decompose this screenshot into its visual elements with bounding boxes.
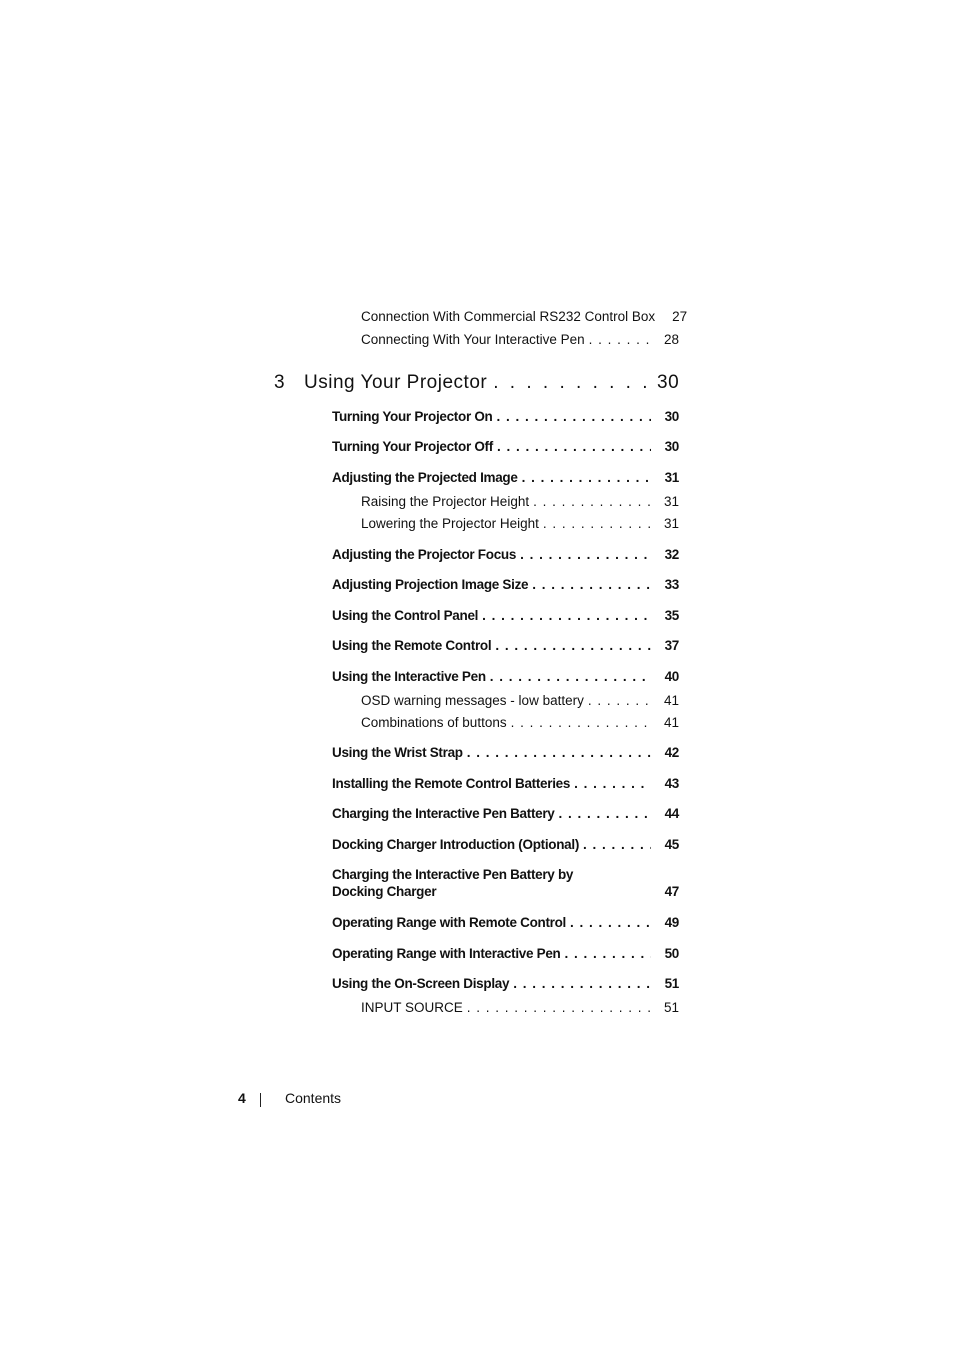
dot-leader (467, 745, 651, 760)
dot-leader (522, 470, 651, 485)
dot-leader (565, 946, 651, 961)
dot-leader (532, 577, 651, 592)
toc-section-entry[interactable] (332, 409, 679, 424)
toc-section-entry[interactable] (332, 608, 679, 623)
dot-leader (574, 776, 651, 791)
toc-subsection-entry[interactable] (361, 494, 679, 509)
toc-entry-page: 35 (664, 608, 679, 623)
toc-entry-title-line1: Charging the Interactive Pen Battery by (332, 867, 574, 882)
toc-entry-title: INPUT SOURCE (361, 1000, 463, 1015)
toc-entry-page: 49 (664, 915, 679, 930)
toc-section-entry[interactable] (332, 577, 679, 592)
toc-entry-title: Adjusting Projection Image Size (332, 577, 529, 592)
toc-entry-page: 31 (664, 470, 679, 485)
toc-entry-page: 43 (664, 776, 679, 791)
toc-section-entry[interactable] (332, 915, 679, 930)
toc-entry-title: Using the Control Panel (332, 608, 479, 623)
page-footer (238, 1089, 341, 1107)
toc-entry-page: 37 (664, 638, 679, 653)
toc-entry-title: Adjusting the Projector Focus (332, 547, 517, 562)
toc-entry-page: 33 (664, 577, 679, 592)
toc-entry-page: 40 (664, 669, 679, 684)
toc-entry-page: 28 (663, 332, 679, 347)
toc-entry-title: Charging the Interactive Pen Battery (332, 806, 555, 821)
dot-leader (497, 439, 651, 454)
dot-leader (559, 806, 651, 821)
dot-leader (467, 1000, 651, 1015)
dot-leader (493, 372, 649, 394)
toc-entry-title: Docking Charger Introduction (Optional) (332, 837, 580, 852)
dot-leader (497, 409, 651, 424)
footer-page-number: 4 (238, 1090, 246, 1106)
toc-subsection-entry[interactable] (361, 693, 679, 708)
dot-leader (588, 693, 651, 708)
toc-section-entry[interactable] (332, 669, 679, 684)
toc-entry-page: 30 (664, 439, 679, 454)
toc-entry-title: Connecting With Your Interactive Pen (361, 332, 585, 347)
toc-section-entry[interactable] (332, 837, 679, 852)
toc-subsection-entry[interactable] (361, 516, 679, 531)
toc-chapter-entry[interactable] (274, 372, 679, 394)
toc-entry-title-line2: Docking Charger (332, 884, 437, 899)
toc-section-entry[interactable] (332, 547, 679, 562)
toc-entry-page: 27 (672, 309, 688, 324)
chapter-number: 3 (274, 372, 286, 393)
dot-leader (589, 332, 651, 347)
toc-entry-page: 41 (663, 715, 679, 730)
toc-entry-page: 47 (664, 884, 679, 899)
chapter-page: 30 (657, 372, 680, 393)
dot-leader (583, 837, 651, 852)
toc-section-entry[interactable] (332, 745, 679, 760)
dot-leader (570, 915, 651, 930)
toc-entry-title: Operating Range with Remote Control (332, 915, 567, 930)
toc-section-entry[interactable] (332, 867, 679, 899)
toc-entry-title: Adjusting the Projected Image (332, 470, 518, 485)
toc-entry-title: Raising the Projector Height (361, 494, 530, 509)
toc-entry-title: Turning Your Projector Off (332, 439, 493, 454)
toc-section-entry[interactable] (332, 806, 679, 821)
toc-entry-title: Turning Your Projector On (332, 409, 493, 424)
toc-entry-title: Using the Interactive Pen (332, 669, 486, 684)
toc-entry-page: 51 (663, 1000, 679, 1015)
dot-leader (495, 638, 651, 653)
dot-leader (511, 715, 651, 730)
toc-section-entry[interactable] (332, 976, 679, 991)
dot-leader (482, 608, 651, 623)
dot-leader (490, 669, 651, 684)
toc-entry-title: Operating Range with Interactive Pen (332, 946, 561, 961)
dot-leader (513, 976, 651, 991)
dot-leader (543, 516, 651, 531)
toc-section-entry[interactable] (332, 946, 679, 961)
toc-entry-title: OSD warning messages - low battery (361, 693, 584, 708)
toc-entry-page: 51 (664, 976, 679, 991)
toc-entry-page: 30 (664, 409, 679, 424)
toc-entry-page: 45 (664, 837, 679, 852)
toc-entry-title: Lowering the Projector Height (361, 516, 539, 531)
footer-section-label: Contents (285, 1090, 342, 1106)
toc-section-entry[interactable] (332, 470, 679, 485)
toc-section-entry[interactable] (332, 776, 679, 791)
toc-entry-page: 44 (664, 806, 679, 821)
toc-entry-page: 32 (664, 547, 679, 562)
toc-entry-title: Using the Wrist Strap (332, 745, 463, 760)
toc-section-entry[interactable] (332, 638, 679, 653)
toc-entry-page: 31 (663, 494, 679, 509)
toc-subsection-entry[interactable] (361, 309, 688, 324)
toc-entry-title: Combinations of buttons (361, 715, 507, 730)
toc-subsection-entry[interactable] (361, 332, 679, 347)
toc-entry-title: Installing the Remote Control Batteries (332, 776, 571, 791)
toc-entry-page: 41 (663, 693, 679, 708)
toc-entry-title: Using the On-Screen Display (332, 976, 510, 991)
dot-leader (533, 494, 651, 509)
toc-entry-page: 31 (663, 516, 679, 531)
toc-entry-page: 42 (664, 745, 679, 760)
toc-section-entry[interactable] (332, 439, 679, 454)
toc-subsection-entry[interactable] (361, 1000, 679, 1015)
toc-entry-title: Using the Remote Control (332, 638, 492, 653)
toc-entry-title: Connection With Commercial RS232 Control Box (361, 309, 656, 324)
toc-subsection-entry[interactable] (361, 715, 679, 730)
dot-leader (520, 547, 651, 562)
footer-separator (260, 1093, 261, 1107)
chapter-title: Using Your Projector (304, 372, 488, 393)
toc-entry-page: 50 (664, 946, 679, 961)
